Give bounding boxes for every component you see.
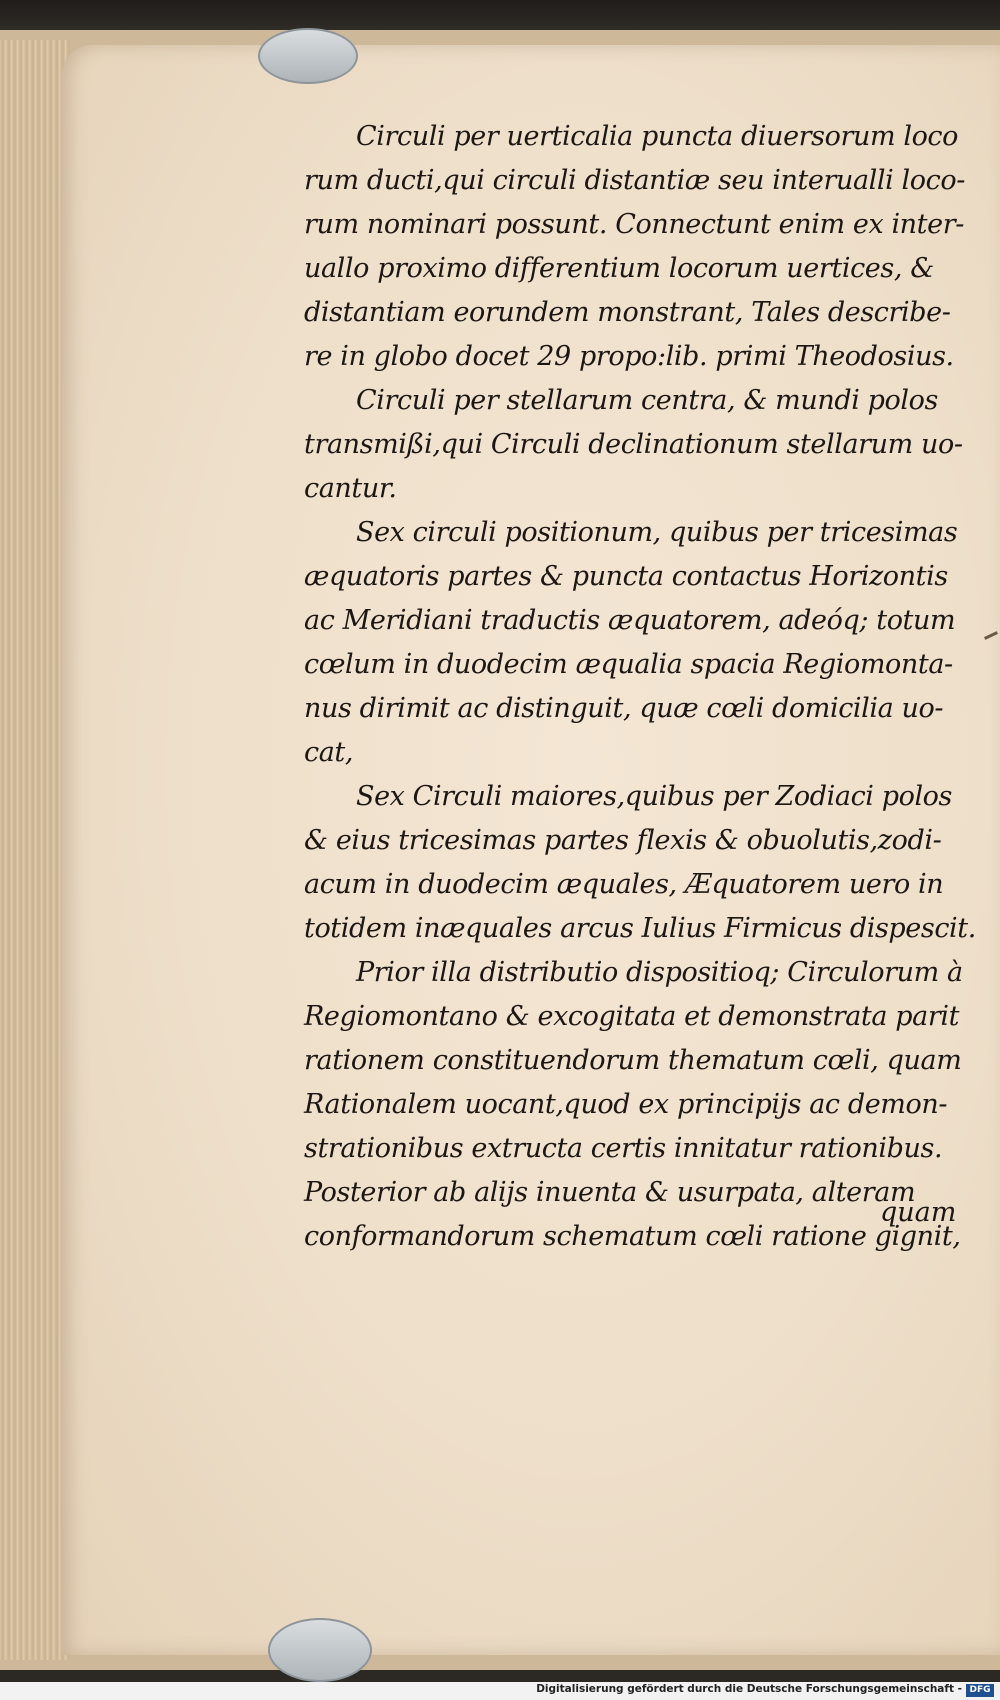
- funding-credit: Digitalisierung gefördert durch die Deutsche Forschungsgemeinschaft -: [536, 1683, 962, 1695]
- text-line: Posterior ab alijs inuenta & usurpata, alteram: [304, 1177, 916, 1208]
- text-line: cat,: [304, 737, 354, 768]
- text-line: uallo proximo differentium locorum uertices, &: [304, 253, 934, 284]
- text-line: cœlum in duodecim æqualia spacia Regiomonta-: [304, 649, 953, 680]
- text-line: totidem inæquales arcus Iulius Firmicus dispescit.: [304, 913, 976, 944]
- text-line: æquatoris partes & puncta contactus Horizontis: [304, 561, 948, 592]
- text-line: Sex Circuli maiores,quibus per Zodiaci polos: [356, 781, 952, 812]
- text-line: distantiam eorundem monstrant, Tales describe-: [304, 297, 951, 328]
- text-line: rum ducti,qui circuli distantiæ seu interualli loco-: [304, 165, 965, 196]
- text-line: Circuli per uerticalia puncta diuersorum loco: [356, 121, 959, 152]
- text-line: re in globo docet 29 propo:lib. primi Theodosius.: [304, 341, 954, 372]
- text-line: Sex circuli positionum, quibus per tricesimas: [356, 517, 958, 548]
- text-line: rum nominari possunt. Connectunt enim ex inter-: [304, 209, 964, 240]
- text-line: conformandorum schematum cœli ratione gignit,: [304, 1221, 961, 1252]
- catchword: quam: [880, 1197, 957, 1228]
- text-line: & eius tricesimas partes flexis & obuolutis,zodi-: [304, 825, 942, 856]
- text-line: cantur.: [304, 473, 397, 504]
- text-line: Prior illa distributio dispositioq; Circulorum à: [356, 957, 963, 988]
- text-line: Rationalem uocant,quod ex principijs ac demon-: [304, 1089, 948, 1120]
- text-line: ac Meridiani traductis æquatorem, adeóq; totum: [304, 605, 956, 636]
- page-clip-top: [258, 28, 358, 84]
- text-line: nus dirimit ac distinguit, quæ cœli domicilia uo-: [304, 693, 944, 724]
- text-line: transmißi,qui Circuli declinationum stellarum uo-: [304, 429, 963, 460]
- text-line: Regiomontano & excogitata et demonstrata parit: [304, 1001, 960, 1032]
- page-edges: [0, 40, 70, 1660]
- body-text: [304, 115, 976, 1259]
- text-line: Circuli per stellarum centra, & mundi polos: [356, 385, 938, 416]
- dfg-logo: DFG: [966, 1684, 994, 1697]
- text-line: acum in duodecim æquales, Æquatorem uero in: [304, 869, 944, 900]
- text-line: strationibus extructa certis innitatur rationibus.: [304, 1133, 943, 1164]
- page-clip-bottom: [268, 1618, 372, 1682]
- text-line: rationem constituendorum thematum cœli, quam: [304, 1045, 962, 1076]
